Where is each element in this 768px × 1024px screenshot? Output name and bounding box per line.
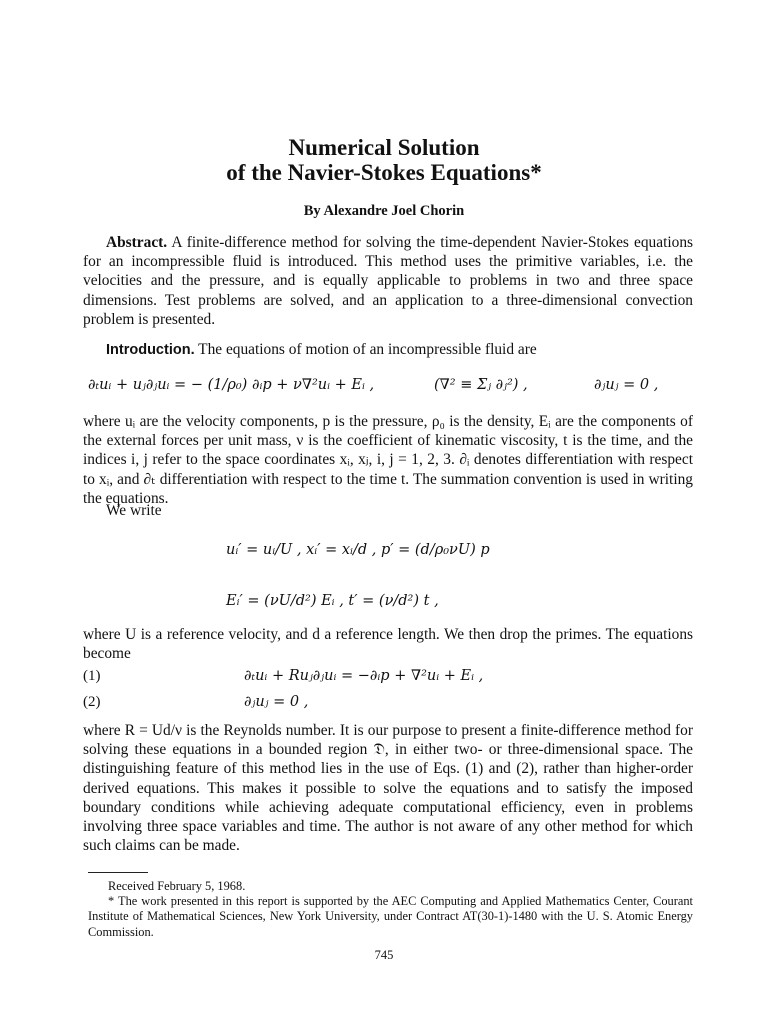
abstract-text: A finite-difference method for solving the time-dependent Navier-Stokes equations for an incompressible fluid is introduced. This method uses the primitive variables, i.e. the velocities and the pressure, and is equally applicable to problems in two and three space dimensions. Test problems are solved, and an application to a three-dimensional convection problem is presented. xyxy=(83,234,693,328)
title-line-1: Numerical Solution xyxy=(288,135,480,160)
scaling-equation-1: uᵢ′ = uᵢ/U , xᵢ′ = xᵢ/d , p′ = (d/ρ₀νU) p xyxy=(226,542,490,558)
introduction-paragraph xyxy=(83,340,693,360)
introduction-text: The equations of motion of an incompressible fluid are xyxy=(194,341,537,358)
reference-length-paragraph: where U is a reference velocity, and d a reference length. We then drop the primes. The equations become xyxy=(83,626,693,663)
scaling-equation-2: Eᵢ′ = (νU/d²) Eᵢ , t′ = (ν/d²) t , xyxy=(226,593,439,609)
page-number: 745 xyxy=(374,948,394,962)
abstract-paragraph xyxy=(83,233,693,329)
footnote-received: Received February 5, 1968. xyxy=(108,879,246,893)
laplacian-definition: (∇² ≡ Σⱼ ∂ⱼ²) , xyxy=(434,377,528,393)
title-line-2: of the Navier-Stokes Equations* xyxy=(226,160,542,185)
we-write-paragraph: We write xyxy=(106,502,162,519)
reynolds-paragraph: where R = Ud/ν is the Reynolds number. It is our purpose to present a finite-difference method for solving these equations in a bounded region 𝔇, in either two- or three-dimensional space. The distinguishing feature of this method lies in the use of Eqs. (1) and (2), rather than higher-order derived equations. This makes it possible to solve the equations and to satisfy the imposed boundary conditions while achieving adequate computational efficiency, even in problems involving three space variables and time. The author is not aware of any other method for which such claims can be made. xyxy=(83,722,693,855)
equation-1: ∂ₜuᵢ + Ruⱼ∂ⱼuᵢ = −∂ᵢp + ∇²uᵢ + Eᵢ , xyxy=(244,668,484,684)
equation-1-number: (1) xyxy=(83,668,101,684)
abstract-label: Abstract. xyxy=(106,234,168,251)
equation-2: ∂ⱼuⱼ = 0 , xyxy=(244,694,309,710)
footnote-support: * The work presented in this report is supported by the AEC Computing and Applied Mathematics Center, Courant Institute of Mathematical Sciences, New York University, under Contract AT(30-1)-1480 with the U. S. Atomic Energy Commission. xyxy=(88,894,693,939)
introduction-label: Introduction. xyxy=(106,342,195,358)
footnote-rule xyxy=(88,872,148,873)
author-byline: By Alexandre Joel Chorin xyxy=(303,203,465,219)
equation-2-number: (2) xyxy=(83,694,101,710)
variables-definition-paragraph: where uᵢ are the velocity components, p is the pressure, ρ₀ is the density, Eᵢ are the components of the external forces per unit mass, ν is the coefficient of kinematic viscosity, t is the time, and the indices i, j refer to the space coordinates xᵢ, xⱼ, i, j = 1, 2, 3. ∂ᵢ denotes differentiation with respect to xᵢ, and ∂ₜ differentiation with respect to the time t. The summation convention is used in writing the equations. xyxy=(83,413,693,507)
momentum-equation: ∂ₜuᵢ + uⱼ∂ⱼuᵢ = − (1/ρ₀) ∂ᵢp + ν∇²uᵢ + Eᵢ , xyxy=(88,377,375,393)
continuity-equation: ∂ⱼuⱼ = 0 , xyxy=(594,377,659,393)
